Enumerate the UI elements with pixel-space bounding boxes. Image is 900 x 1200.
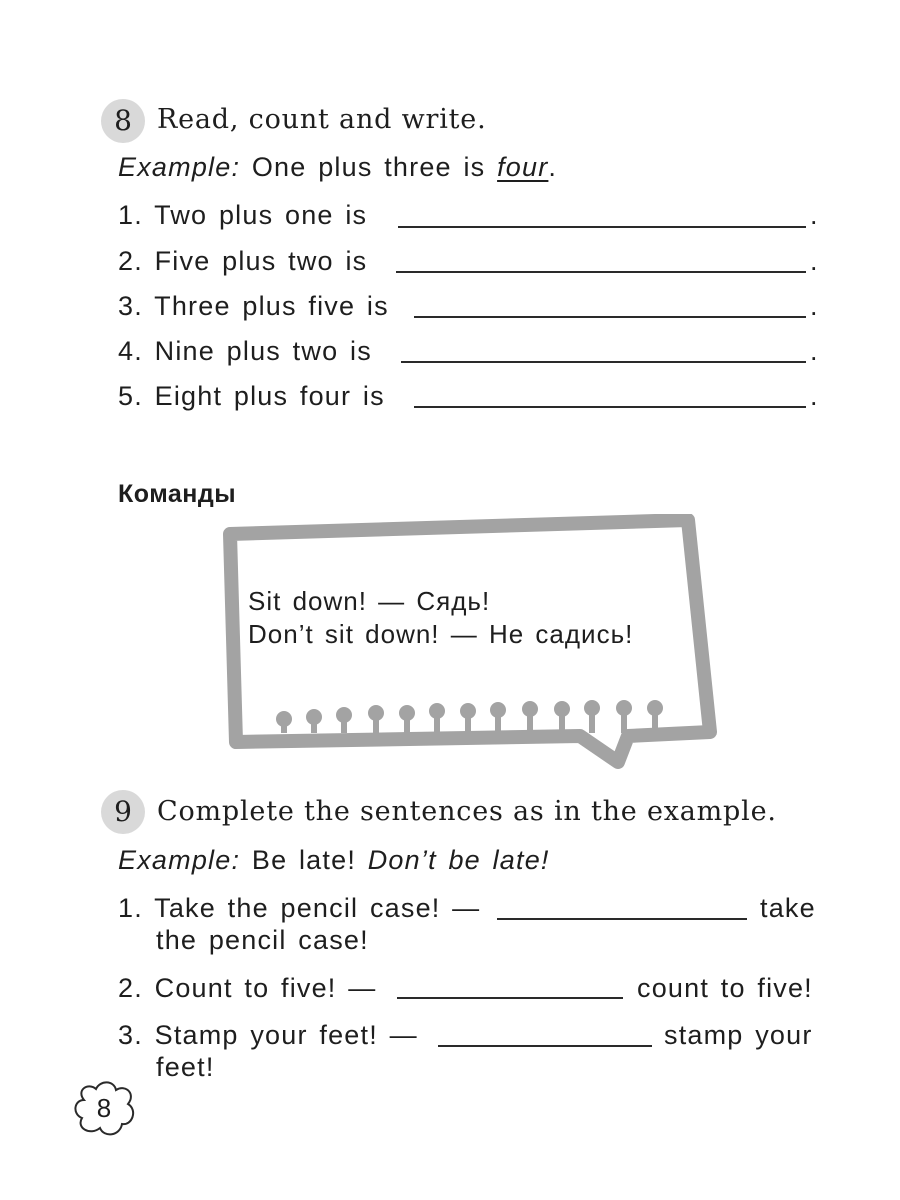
answer-blank[interactable]	[401, 361, 806, 363]
answer-blank[interactable]	[397, 997, 623, 999]
exercise-title: Complete the sentences as in the example.	[157, 796, 777, 827]
example-text: Be late!	[251, 845, 357, 875]
item-continuation: stamp your	[664, 1020, 813, 1050]
item-end: .	[810, 200, 818, 230]
answer-blank[interactable]	[414, 406, 806, 408]
example-line	[118, 845, 550, 876]
exercise-item: 5. Eight plus four is	[118, 381, 385, 411]
exercise-item: 1. Two plus one is	[118, 200, 368, 230]
item-continuation: take	[760, 893, 816, 923]
answer-blank[interactable]	[398, 226, 806, 228]
command-line: Don’t sit down! — Не садись!	[248, 619, 634, 649]
answer-blank[interactable]	[414, 316, 806, 318]
exercise-item: 1. Take the pencil case! —	[118, 893, 481, 923]
example-line	[118, 152, 557, 183]
example-answer: Don’t be late!	[367, 845, 550, 875]
item-continuation: feet!	[156, 1052, 215, 1082]
item-end: .	[810, 246, 818, 276]
exercise-item: 4. Nine plus two is	[118, 336, 372, 366]
example-end: .	[548, 152, 558, 182]
exercise-number-badge: 8	[101, 99, 145, 143]
exercise-number-badge: 9	[101, 790, 145, 834]
item-continuation: count to five!	[637, 973, 813, 1003]
page-number: 8	[96, 1093, 112, 1123]
exercise-title: Read, count and write.	[157, 104, 487, 135]
item-end: .	[810, 291, 818, 321]
exercise-item: 3. Stamp your feet! —	[118, 1020, 418, 1050]
section-heading: Команды	[118, 480, 237, 508]
exercise-item: 2. Five plus two is	[118, 246, 368, 276]
example-label: Example:	[118, 152, 241, 182]
example-text: One plus three is	[251, 152, 486, 182]
exercise-item: 2. Count to five! —	[118, 973, 377, 1003]
answer-blank[interactable]	[497, 918, 747, 920]
answer-blank[interactable]	[396, 271, 806, 273]
example-answer: four	[497, 152, 549, 182]
command-line: Sit down! — Сядь!	[248, 586, 491, 616]
item-end: .	[810, 381, 818, 411]
answer-blank[interactable]	[438, 1045, 652, 1047]
example-label: Example:	[118, 845, 241, 875]
item-continuation: the pencil case!	[156, 925, 369, 955]
exercise-item: 3. Three plus five is	[118, 291, 389, 321]
item-end: .	[810, 336, 818, 366]
